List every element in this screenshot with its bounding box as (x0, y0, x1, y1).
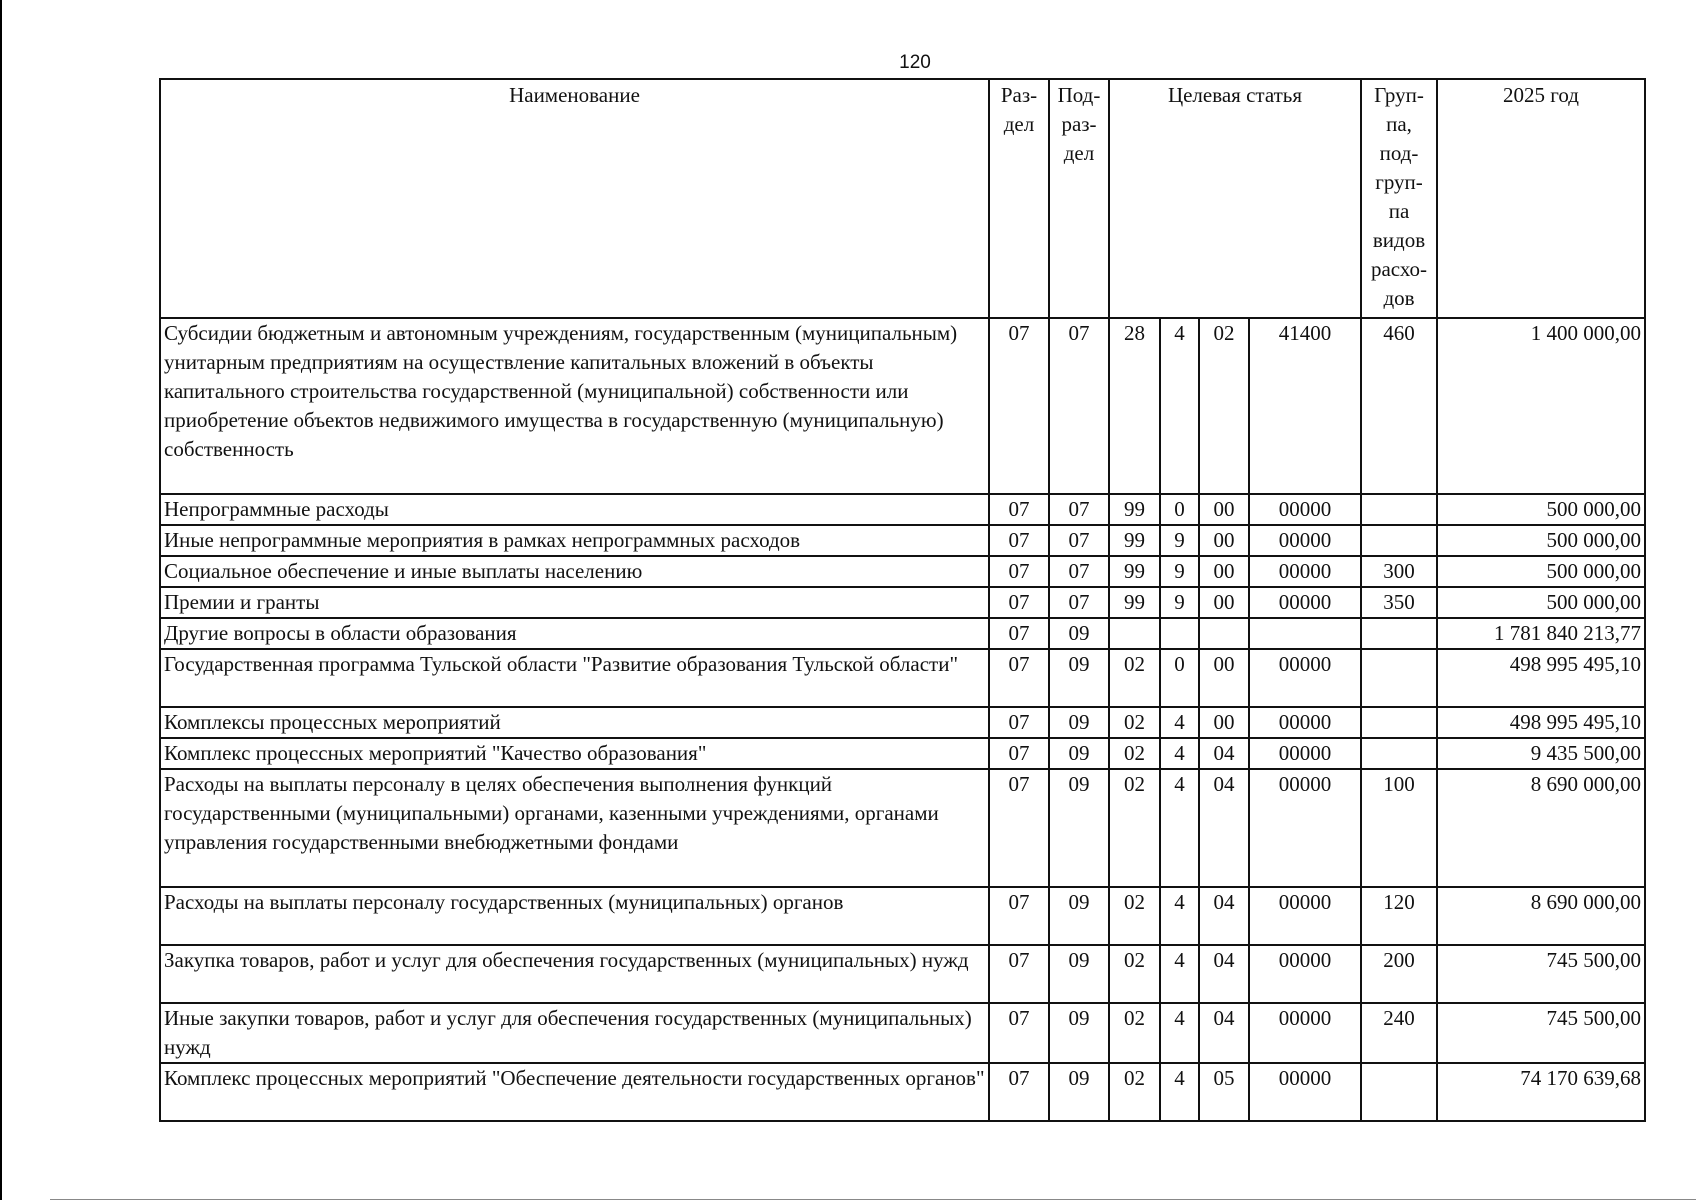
row-target-type: 0 (1160, 649, 1199, 707)
row-razdel: 07 (989, 525, 1049, 556)
row-razdel: 07 (989, 1003, 1049, 1063)
row-target-type: 9 (1160, 525, 1199, 556)
row-expense-group (1361, 738, 1437, 769)
row-razdel: 07 (989, 738, 1049, 769)
row-target-program: 02 (1109, 1003, 1160, 1063)
table-row (160, 1063, 1645, 1121)
table-row (160, 618, 1645, 649)
row-podrazdel: 09 (1049, 887, 1109, 945)
row-target-direction: 00000 (1249, 769, 1361, 887)
row-podrazdel: 09 (1049, 738, 1109, 769)
row-target-program: 99 (1109, 494, 1160, 525)
row-target-program: 99 (1109, 587, 1160, 618)
table-row (160, 649, 1645, 707)
row-razdel: 07 (989, 318, 1049, 494)
page-number: 120 (899, 52, 931, 73)
row-target-direction: 00000 (1249, 556, 1361, 587)
row-podrazdel: 07 (1049, 494, 1109, 525)
row-amount-2025: 500 000,00 (1437, 525, 1645, 556)
row-target-complex: 04 (1199, 738, 1249, 769)
row-name: Иные непрограммные мероприятия в рамках непрограммных расходов (160, 525, 989, 556)
row-target-direction: 41400 (1249, 318, 1361, 494)
row-podrazdel: 09 (1049, 1003, 1109, 1063)
row-target-direction: 00000 (1249, 945, 1361, 1003)
row-razdel: 07 (989, 556, 1049, 587)
row-target-type: 9 (1160, 587, 1199, 618)
row-name: Закупка товаров, работ и услуг для обеспечения государственных (муниципальных) нужд (160, 945, 989, 1003)
row-target-program: 28 (1109, 318, 1160, 494)
row-target-direction: 00000 (1249, 707, 1361, 738)
row-expense-group (1361, 525, 1437, 556)
row-razdel: 07 (989, 618, 1049, 649)
row-target-direction: 00000 (1249, 649, 1361, 707)
scan-edge (0, 0, 2, 1200)
row-amount-2025: 500 000,00 (1437, 587, 1645, 618)
header-group: Груп-па, под-груп-па видов расхо-дов (1361, 79, 1437, 318)
table-row (160, 945, 1645, 1003)
row-razdel: 07 (989, 769, 1049, 887)
row-target-type: 4 (1160, 769, 1199, 887)
row-target-program: 02 (1109, 1063, 1160, 1121)
row-amount-2025: 9 435 500,00 (1437, 738, 1645, 769)
row-name: Комплексы процессных мероприятий (160, 707, 989, 738)
table-row (160, 707, 1645, 738)
row-amount-2025: 745 500,00 (1437, 1003, 1645, 1063)
row-target-type: 4 (1160, 318, 1199, 494)
header-razdel: Раз-дел (989, 79, 1049, 318)
table-row (160, 556, 1645, 587)
header-year: 2025 год (1437, 79, 1645, 318)
row-target-program: 02 (1109, 649, 1160, 707)
row-podrazdel: 07 (1049, 556, 1109, 587)
row-amount-2025: 745 500,00 (1437, 945, 1645, 1003)
row-target-complex: 04 (1199, 1003, 1249, 1063)
row-podrazdel: 09 (1049, 769, 1109, 887)
table-row (160, 587, 1645, 618)
row-expense-group: 100 (1361, 769, 1437, 887)
row-target-direction: 00000 (1249, 887, 1361, 945)
row-expense-group (1361, 649, 1437, 707)
row-expense-group: 120 (1361, 887, 1437, 945)
row-target-complex: 05 (1199, 1063, 1249, 1121)
table-body (160, 318, 1645, 1121)
row-name: Комплекс процессных мероприятий "Качество образования" (160, 738, 989, 769)
header-target: Целевая статья (1109, 79, 1361, 318)
row-target-program: 02 (1109, 707, 1160, 738)
row-name: Иные закупки товаров, работ и услуг для обеспечения государственных (муниципальных) нужд (160, 1003, 989, 1063)
row-amount-2025: 498 995 495,10 (1437, 707, 1645, 738)
row-target-complex: 00 (1199, 707, 1249, 738)
table-header-row (160, 79, 1645, 318)
row-target-type (1160, 618, 1199, 649)
row-razdel: 07 (989, 1063, 1049, 1121)
row-target-direction: 00000 (1249, 494, 1361, 525)
table-row (160, 887, 1645, 945)
row-target-program: 02 (1109, 945, 1160, 1003)
row-expense-group (1361, 494, 1437, 525)
row-target-program: 99 (1109, 525, 1160, 556)
table-row (160, 494, 1645, 525)
row-amount-2025: 500 000,00 (1437, 556, 1645, 587)
row-target-direction: 00000 (1249, 738, 1361, 769)
row-expense-group (1361, 707, 1437, 738)
row-target-complex: 04 (1199, 769, 1249, 887)
row-target-direction: 00000 (1249, 587, 1361, 618)
row-target-type: 9 (1160, 556, 1199, 587)
row-target-direction: 00000 (1249, 1063, 1361, 1121)
row-name: Государственная программа Тульской области "Развитие образования Тульской области" (160, 649, 989, 707)
row-target-complex: 00 (1199, 525, 1249, 556)
row-target-program (1109, 618, 1160, 649)
row-target-type: 4 (1160, 887, 1199, 945)
table-row (160, 738, 1645, 769)
row-target-type: 0 (1160, 494, 1199, 525)
table-row (160, 318, 1645, 494)
row-podrazdel: 09 (1049, 618, 1109, 649)
row-razdel: 07 (989, 494, 1049, 525)
row-name: Социальное обеспечение и иные выплаты населению (160, 556, 989, 587)
row-razdel: 07 (989, 649, 1049, 707)
row-name: Другие вопросы в области образования (160, 618, 989, 649)
row-target-complex (1199, 618, 1249, 649)
row-target-direction: 00000 (1249, 525, 1361, 556)
row-amount-2025: 1 400 000,00 (1437, 318, 1645, 494)
header-podrazdel: Под-раз-дел (1049, 79, 1109, 318)
budget-table-wrapper (159, 78, 1646, 1122)
row-target-type: 4 (1160, 738, 1199, 769)
row-target-complex: 02 (1199, 318, 1249, 494)
row-expense-group (1361, 1063, 1437, 1121)
table-row (160, 525, 1645, 556)
row-podrazdel: 07 (1049, 587, 1109, 618)
row-amount-2025: 498 995 495,10 (1437, 649, 1645, 707)
row-expense-group: 300 (1361, 556, 1437, 587)
row-amount-2025: 500 000,00 (1437, 494, 1645, 525)
row-target-type: 4 (1160, 707, 1199, 738)
row-amount-2025: 74 170 639,68 (1437, 1063, 1645, 1121)
row-name: Непрограммные расходы (160, 494, 989, 525)
row-target-program: 02 (1109, 887, 1160, 945)
row-podrazdel: 09 (1049, 1063, 1109, 1121)
row-expense-group: 460 (1361, 318, 1437, 494)
row-target-complex: 00 (1199, 649, 1249, 707)
table-row (160, 1003, 1645, 1063)
row-target-type: 4 (1160, 945, 1199, 1003)
row-razdel: 07 (989, 587, 1049, 618)
row-podrazdel: 09 (1049, 649, 1109, 707)
row-name: Премии и гранты (160, 587, 989, 618)
row-name: Комплекс процессных мероприятий "Обеспечение деятельности государственных органов" (160, 1063, 989, 1121)
row-name: Расходы на выплаты персоналу государственных (муниципальных) органов (160, 887, 989, 945)
row-target-complex: 00 (1199, 556, 1249, 587)
row-target-complex: 04 (1199, 887, 1249, 945)
row-razdel: 07 (989, 887, 1049, 945)
row-amount-2025: 1 781 840 213,77 (1437, 618, 1645, 649)
budget-table (159, 78, 1646, 1122)
row-podrazdel: 07 (1049, 525, 1109, 556)
row-target-direction: 00000 (1249, 1003, 1361, 1063)
row-expense-group: 350 (1361, 587, 1437, 618)
row-expense-group: 240 (1361, 1003, 1437, 1063)
row-amount-2025: 8 690 000,00 (1437, 769, 1645, 887)
row-podrazdel: 07 (1049, 318, 1109, 494)
row-podrazdel: 09 (1049, 707, 1109, 738)
header-name: Наименование (160, 79, 989, 318)
row-target-program: 02 (1109, 738, 1160, 769)
row-name: Расходы на выплаты персоналу в целях обеспечения выполнения функций государственными (муниципальными) органами, казенными учреждениями, органами управления государственными внебюджетными фондами (160, 769, 989, 887)
row-target-complex: 04 (1199, 945, 1249, 1003)
row-target-program: 99 (1109, 556, 1160, 587)
row-target-type: 4 (1160, 1003, 1199, 1063)
row-amount-2025: 8 690 000,00 (1437, 887, 1645, 945)
table-row (160, 769, 1645, 887)
row-name: Субсидии бюджетным и автономным учреждениям, государственным (муниципальным) унитарным предприятиям на осуществление капитальных вложений в объекты капитального строительства государственной (муниципальной) собственности или приобретение объектов недвижимого имущества в государственную (муниципальную) собственность (160, 318, 989, 494)
row-expense-group (1361, 618, 1437, 649)
row-podrazdel: 09 (1049, 945, 1109, 1003)
row-razdel: 07 (989, 707, 1049, 738)
row-target-complex: 00 (1199, 494, 1249, 525)
row-target-program: 02 (1109, 769, 1160, 887)
row-expense-group: 200 (1361, 945, 1437, 1003)
row-target-complex: 00 (1199, 587, 1249, 618)
row-target-type: 4 (1160, 1063, 1199, 1121)
row-target-direction (1249, 618, 1361, 649)
row-razdel: 07 (989, 945, 1049, 1003)
